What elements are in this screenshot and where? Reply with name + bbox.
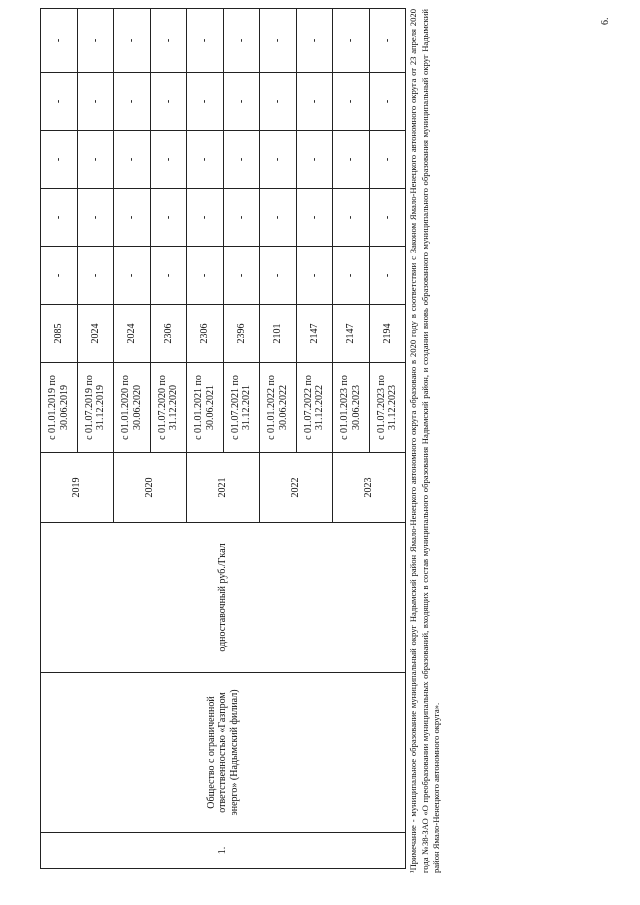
empty-value-cell: - bbox=[260, 189, 297, 247]
period-cell: с 01.01.2022 по 30.06.2022 bbox=[260, 363, 297, 453]
tariff-unit: одноставочный руб./Гкал bbox=[41, 523, 406, 673]
tariff-value-cell: 2024 bbox=[114, 305, 151, 363]
empty-value-cell: - bbox=[77, 247, 114, 305]
empty-value-cell: - bbox=[77, 131, 114, 189]
tariff-value-cell: 2147 bbox=[333, 305, 370, 363]
empty-value-cell: - bbox=[150, 73, 187, 131]
period-cell: с 01.01.2021 по 30.06.2021 bbox=[187, 363, 224, 453]
empty-value-cell: - bbox=[114, 73, 151, 131]
empty-value-cell: - bbox=[369, 131, 406, 189]
tariff-value-cell: 2306 bbox=[187, 305, 224, 363]
empty-value-cell: - bbox=[333, 9, 370, 73]
tariff-table-body bbox=[41, 9, 406, 869]
tariff-value-cell: 2024 bbox=[77, 305, 114, 363]
tariff-table bbox=[40, 8, 406, 869]
year-cell: 2022 bbox=[260, 453, 333, 523]
empty-value-cell: - bbox=[41, 9, 78, 73]
empty-value-cell: - bbox=[187, 73, 224, 131]
empty-value-cell: - bbox=[296, 247, 333, 305]
empty-value-cell: - bbox=[187, 131, 224, 189]
empty-value-cell: - bbox=[260, 131, 297, 189]
empty-value-cell: - bbox=[114, 131, 151, 189]
empty-value-cell: - bbox=[260, 73, 297, 131]
period-cell: с 01.07.2019 по 31.12.2019 bbox=[77, 363, 114, 453]
empty-value-cell: - bbox=[223, 9, 260, 73]
period-cell: с 01.01.2023 по 30.06.2023 bbox=[333, 363, 370, 453]
empty-value-cell: - bbox=[41, 247, 78, 305]
empty-value-cell: - bbox=[333, 73, 370, 131]
empty-value-cell: - bbox=[77, 73, 114, 131]
tariff-value-cell: 2306 bbox=[150, 305, 187, 363]
period-cell: с 01.07.2021 по 31.12.2021 bbox=[223, 363, 260, 453]
row-number: 1. bbox=[41, 833, 406, 869]
empty-value-cell: - bbox=[114, 189, 151, 247]
empty-value-cell: - bbox=[369, 73, 406, 131]
empty-value-cell: - bbox=[150, 189, 187, 247]
empty-value-cell: - bbox=[369, 9, 406, 73]
empty-value-cell: - bbox=[296, 9, 333, 73]
tariff-value-cell: 2194 bbox=[369, 305, 406, 363]
empty-value-cell: - bbox=[369, 247, 406, 305]
empty-value-cell: - bbox=[41, 73, 78, 131]
empty-value-cell: - bbox=[369, 189, 406, 247]
empty-value-cell: - bbox=[333, 131, 370, 189]
empty-value-cell: - bbox=[260, 9, 297, 73]
empty-value-cell: - bbox=[223, 189, 260, 247]
period-cell: с 01.07.2022 по 31.12.2022 bbox=[296, 363, 333, 453]
empty-value-cell: - bbox=[150, 9, 187, 73]
empty-value-cell: - bbox=[187, 9, 224, 73]
empty-value-cell: - bbox=[41, 189, 78, 247]
tariff-value-cell: 2396 bbox=[223, 305, 260, 363]
empty-value-cell: - bbox=[296, 189, 333, 247]
tariff-value-cell: 2085 bbox=[41, 305, 78, 363]
empty-value-cell: - bbox=[114, 247, 151, 305]
empty-value-cell: - bbox=[114, 9, 151, 73]
period-cell: с 01.07.2023 по 31.12.2023 bbox=[369, 363, 406, 453]
period-cell: с 01.01.2019 по 30.06.2019 bbox=[41, 363, 78, 453]
empty-value-cell: - bbox=[77, 189, 114, 247]
empty-value-cell: - bbox=[296, 131, 333, 189]
organization-name: Общество с ограниченной ответственностью «Газпром энерго» (Надымский филиал) bbox=[41, 673, 406, 833]
period-cell: с 01.01.2020 по 30.06.2020 bbox=[114, 363, 151, 453]
empty-value-cell: - bbox=[223, 247, 260, 305]
tariff-value-cell: 2101 bbox=[260, 305, 297, 363]
empty-value-cell: - bbox=[223, 73, 260, 131]
empty-value-cell: - bbox=[41, 131, 78, 189]
tariff-value-cell: 2147 bbox=[296, 305, 333, 363]
empty-value-cell: - bbox=[187, 247, 224, 305]
year-cell: 2023 bbox=[333, 453, 406, 523]
year-cell: 2019 bbox=[41, 453, 114, 523]
empty-value-cell: - bbox=[187, 189, 224, 247]
empty-value-cell: - bbox=[260, 247, 297, 305]
empty-value-cell: - bbox=[77, 9, 114, 73]
year-cell: 2021 bbox=[187, 453, 260, 523]
empty-value-cell: - bbox=[150, 247, 187, 305]
page-number: 6. bbox=[600, 17, 611, 25]
year-cell: 2020 bbox=[114, 453, 187, 523]
period-cell: с 01.07.2020 по 31.12.2020 bbox=[150, 363, 187, 453]
empty-value-cell: - bbox=[333, 189, 370, 247]
empty-value-cell: - bbox=[333, 247, 370, 305]
footnote: ¹Примечание - муниципальное образование муниципальный округ Надымский район Ямало-Ненецкого автономного округа образовано в 2020 году в соответствии с Законом Ямало-Ненецкого автономного округа от 23 апреля 2020 года №38-ЗАО «О преобразовании муниципальных образований, входящих в состав муниципального образования Надымский район, и создании вновь образованного муниципального образования муниципальный округ Надымский район Ямало-Ненецкого автономного округа». bbox=[408, 9, 442, 873]
empty-value-cell: - bbox=[296, 73, 333, 131]
empty-value-cell: - bbox=[223, 131, 260, 189]
empty-value-cell: - bbox=[150, 131, 187, 189]
table-row bbox=[41, 9, 78, 869]
